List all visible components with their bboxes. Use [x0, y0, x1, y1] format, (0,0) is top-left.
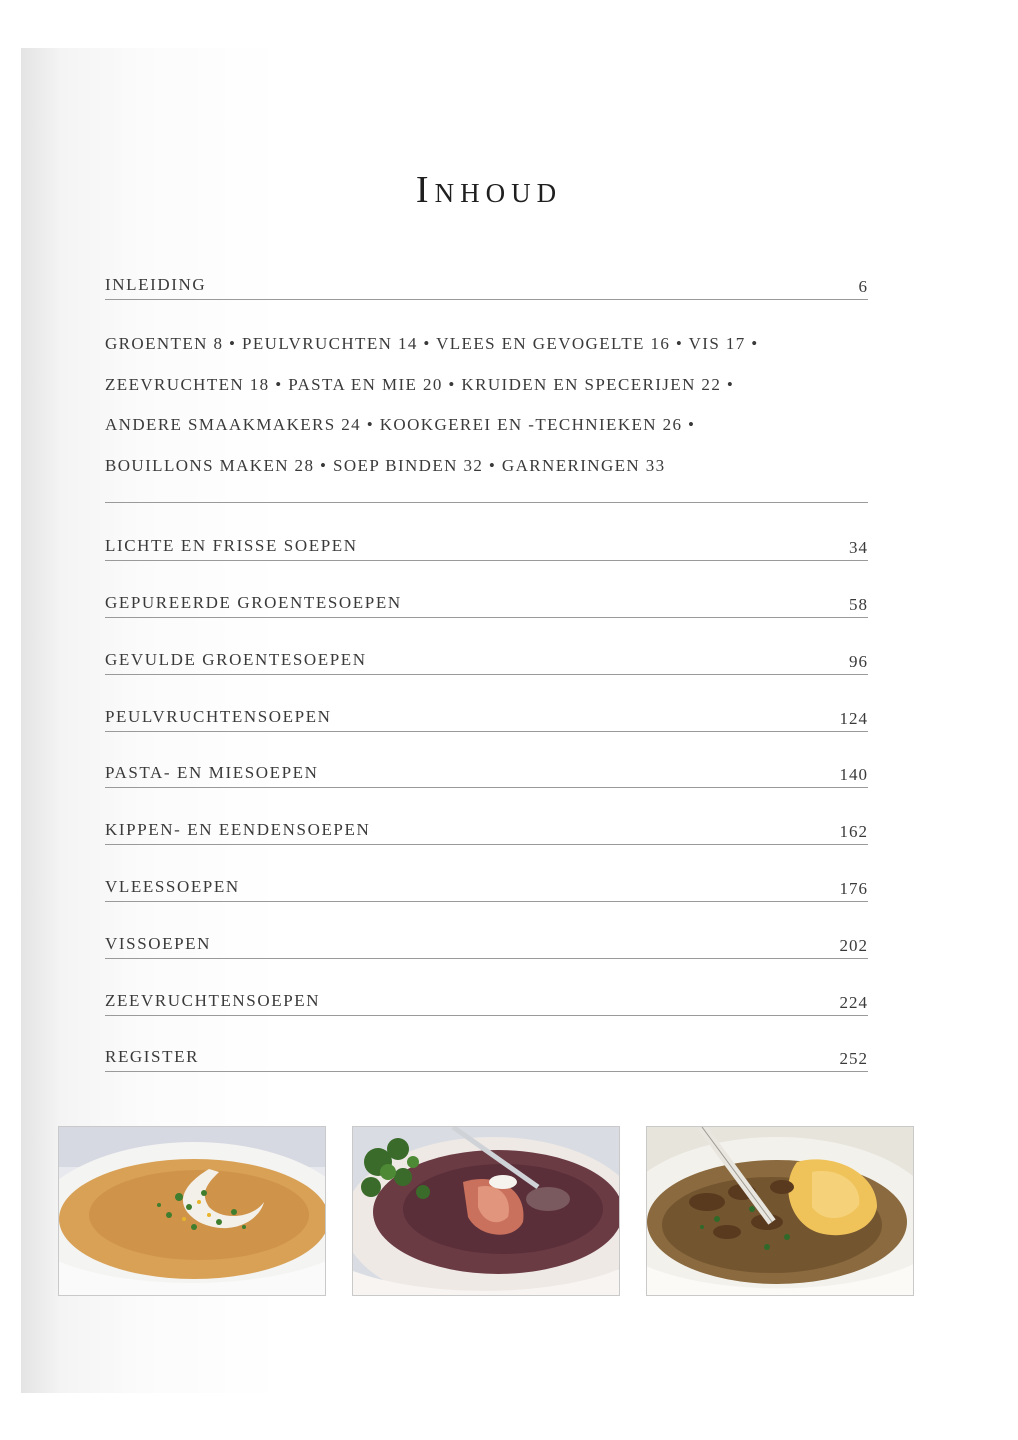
toc-page-number: 224 [839, 993, 868, 1012]
toc-label: REGISTER [105, 1047, 200, 1066]
toc-row[interactable] [105, 818, 868, 845]
toc-row[interactable] [105, 705, 868, 732]
toc-row[interactable] [105, 1045, 868, 1072]
toc-page-number: 162 [839, 822, 868, 841]
toc-page-number: 176 [839, 879, 868, 898]
overview-line: ANDERE SMAAKMAKERS 24 • KOOKGEREI EN -TECHNIEKEN 26 • [105, 415, 696, 434]
toc-row[interactable] [105, 761, 868, 788]
toc-label: VLEESSOEPEN [105, 877, 240, 896]
toc-page-number: 252 [839, 1049, 868, 1068]
toc-row[interactable] [105, 591, 868, 618]
toc-row[interactable] [105, 648, 868, 675]
soup-photo-mushroom [646, 1126, 914, 1296]
toc-label: PASTA- EN MIESOEPEN [105, 763, 319, 782]
overview-line: GROENTEN 8 • PEULVRUCHTEN 14 • VLEES EN GEVOGELTE 16 • VIS 17 • [105, 334, 759, 353]
toc-page-number: 34 [849, 538, 868, 557]
toc-row[interactable] [105, 989, 868, 1016]
toc-row[interactable] [105, 875, 868, 902]
toc-page-number: 124 [839, 709, 868, 728]
toc-label: KIPPEN- EN EENDENSOEPEN [105, 820, 371, 839]
toc-label: PEULVRUCHTENSOEPEN [105, 707, 332, 726]
toc-row-intro[interactable] [105, 273, 868, 300]
toc-page-number: 140 [839, 765, 868, 784]
toc-page-number: 58 [849, 595, 868, 614]
toc-page-number: 202 [839, 936, 868, 955]
overview-paragraph [105, 326, 868, 488]
toc-label: ZEEVRUCHTENSOEPEN [105, 991, 321, 1010]
toc-label: GEPUREERDE GROENTESOEPEN [105, 593, 402, 612]
soup-photo-meat [352, 1126, 620, 1296]
toc-label: VISSOEPEN [105, 934, 212, 953]
toc-page-number: 96 [849, 652, 868, 671]
toc-row[interactable] [105, 932, 868, 959]
soup-photo-cream [58, 1126, 326, 1296]
toc-label: INLEIDING [105, 275, 207, 294]
overview-line: ZEEVRUCHTEN 18 • PASTA EN MIE 20 • KRUIDEN EN SPECERIJEN 22 • [105, 374, 735, 394]
page-title: Inhoud [415, 169, 563, 211]
overview-line: BOUILLONS MAKEN 28 • SOEP BINDEN 32 • GARNERINGEN 33 [105, 455, 666, 475]
toc-label: LICHTE EN FRISSE SOEPEN [105, 536, 358, 555]
toc-label: GEVULDE GROENTESOEPEN [105, 650, 367, 669]
toc-page-number: 6 [858, 277, 868, 296]
divider [105, 502, 868, 503]
toc-row[interactable] [105, 534, 868, 561]
